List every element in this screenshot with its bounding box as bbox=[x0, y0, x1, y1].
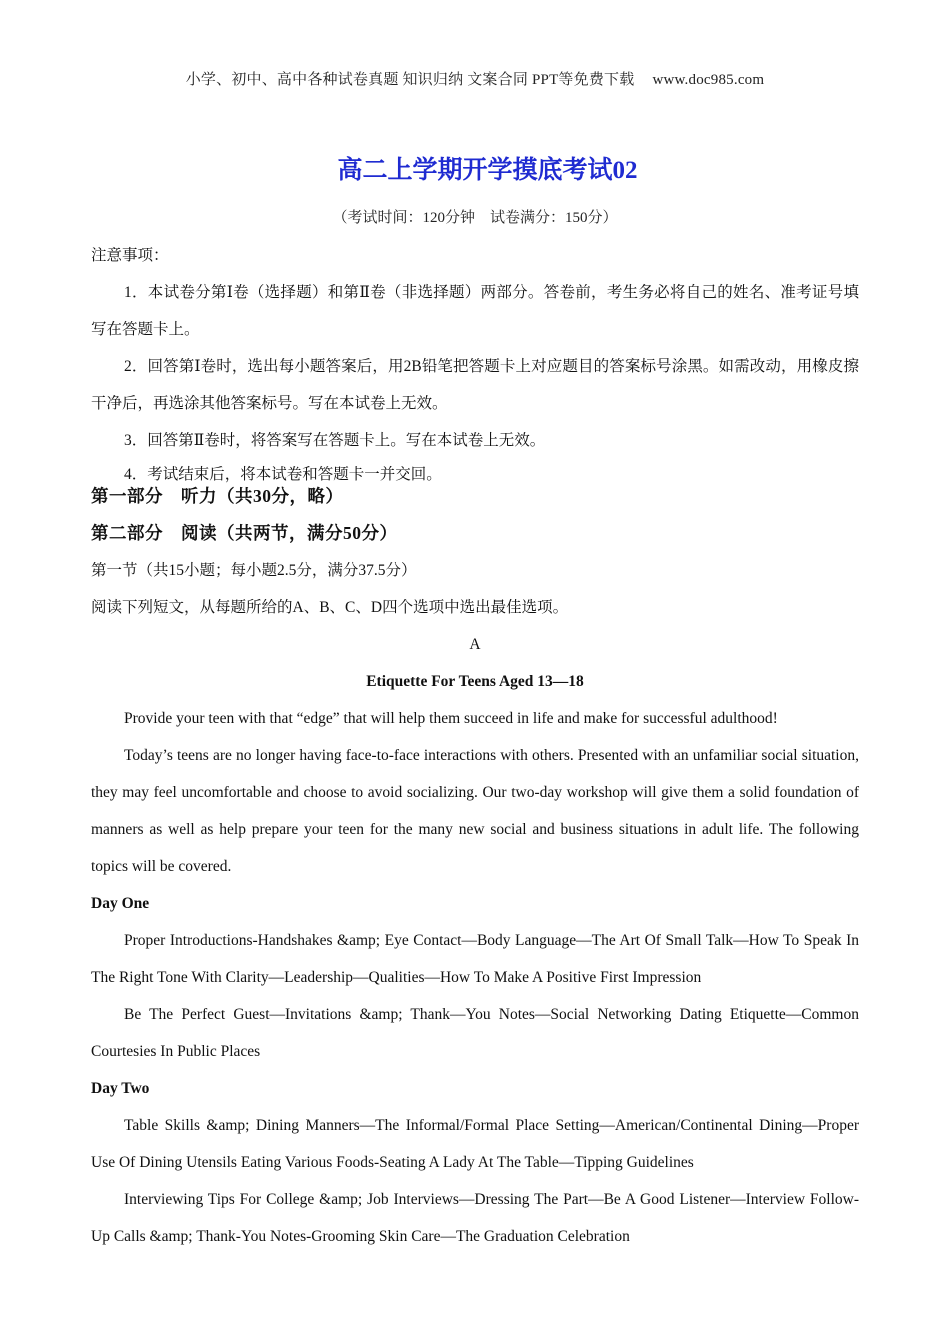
notice-heading: 注意事项： bbox=[91, 247, 169, 264]
notice-item-3: 3．回答第Ⅱ卷时，将答案写在答题卡上。写在本试卷上无效。 bbox=[124, 432, 546, 449]
exam-title: 高二上学期开学摸底考试02 bbox=[337, 157, 638, 184]
header-website: www.doc985.com bbox=[652, 72, 765, 88]
day-one-paragraph-1: Proper Introductions-Handshakes &amp; Eye Contact—Body Language—The Art Of Small Talk—How To Speak In The Right Tone With Clarity—Leadership—Qualities—How To Make A Positive First Impression bbox=[91, 932, 859, 986]
header-left-text: 小学、初中、高中各种试卷真题 知识归纳 文案合同 PPT等免费下载 bbox=[185, 72, 635, 88]
part-one-heading: 第一部分 听力（共30分，略） bbox=[91, 486, 344, 506]
day-one-paragraph-2: Be The Perfect Guest—Invitations &amp; Thank—You Notes—Social Networking Dating Etiquette—Common Courtesies In Public Places bbox=[91, 1006, 859, 1060]
passage-paragraph-1: Provide your teen with that “edge” that will help them succeed in life and make for successful adulthood! bbox=[124, 710, 778, 727]
passage-label: A bbox=[469, 636, 481, 653]
day-two-heading: Day Two bbox=[91, 1080, 150, 1097]
passage-title: Etiquette For Teens Aged 13—18 bbox=[366, 673, 584, 690]
page-header bbox=[0, 68, 950, 89]
notice-item-2: 2．回答第Ⅰ卷时，选出每小题答案后，用2B铅笔把答题卡上对应题目的答案标号涂黑。如需改动，用橡皮擦干净后，再选涂其他答案标号。写在本试卷上无效。 bbox=[91, 358, 859, 412]
passage-paragraph-2: Today’s teens are no longer having face-to-face interactions with others. Presented with an unfamiliar social situation, they may feel uncomfortable and choose to avoid socializing. Our two-day workshop will give them a solid foundation of manners as well as help prepare your teen for the many new social and business situations in adult life. The following topics will be covered. bbox=[91, 747, 859, 875]
part-two-heading: 第二部分 阅读（共两节，满分50分） bbox=[91, 523, 398, 543]
section-one-heading: 第一节（共15小题；每小题2.5分，满分37.5分） bbox=[91, 562, 417, 579]
day-one-heading: Day One bbox=[91, 895, 150, 912]
notice-item-4: 4．考试结束后，将本试卷和答题卡一并交回。 bbox=[124, 466, 442, 483]
day-two-paragraph-1: Table Skills &amp; Dining Manners—The Informal/Formal Place Setting—American/Continental Dining—Proper Use Of Dining Utensils Eating Various Foods-Seating A Lady At The Table—Tipping Guidelines bbox=[91, 1117, 859, 1171]
exam-subtitle: （考试时间：120分钟 试卷满分：150分） bbox=[332, 210, 618, 226]
reading-section bbox=[91, 478, 859, 1255]
day-two-paragraph-2: Interviewing Tips For College &amp; Job Interviews—Dressing The Part—Be A Good Listener—Interview Follow-Up Calls &amp; Thank-You Notes-Grooming Skin Care—The Graduation Celebration bbox=[91, 1191, 859, 1245]
section-one-instruction: 阅读下列短文，从每题所给的A、B、C、D四个选项中选出最佳选项。 bbox=[91, 599, 569, 616]
notice-section bbox=[91, 237, 859, 491]
notice-item-1: 1．本试卷分第Ⅰ卷（选择题）和第Ⅱ卷（非选择题）两部分。答卷前，考生务必将自己的姓名、准考证号填写在答题卡上。 bbox=[91, 284, 859, 338]
